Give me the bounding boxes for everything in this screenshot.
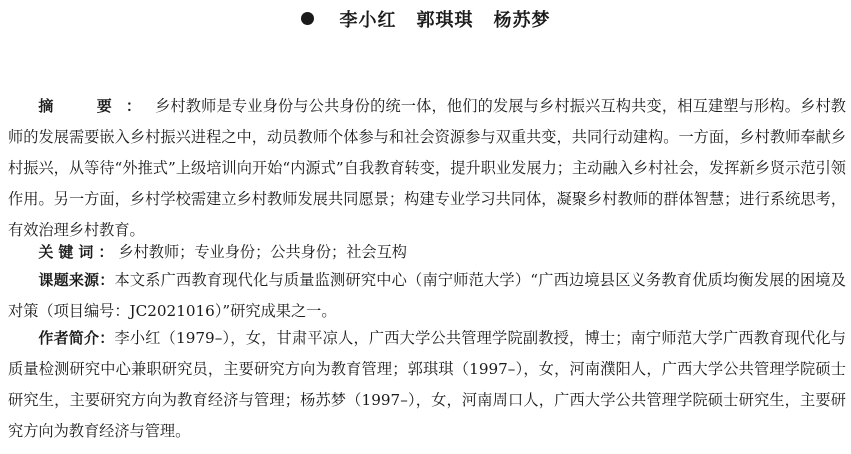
keywords-label: 关键词： xyxy=(38,243,119,261)
funding-text: 本文系广西教育现代化与质量监测研究中心（南宁师范大学）“广西边境县区义务教育优质均衡发展的困境及对策（项目编号：JC2021016）”研究成果之一。 xyxy=(8,271,846,320)
abstract-paragraph xyxy=(8,91,846,246)
funding-label: 课题来源： xyxy=(38,271,115,289)
author-bio-paragraph xyxy=(8,323,846,447)
author-name: 李小红 xyxy=(339,10,397,31)
funding-paragraph xyxy=(8,265,846,327)
author-name: 郭琪琪 xyxy=(416,10,474,31)
author-bio-text: 李小红（1979–），女，甘肃平凉人，广西大学公共管理学院副教授，博士；南宁师范大学广西教育现代化与质量检测研究中心兼职研究员，主要研究方向为教育管理；郭琪琪（1997–），女，河南濮阳人，广西大学公共管理学院硕士研究生，主要研究方向为教育经济与管理；杨苏梦（1997–），女，河南周口人，广西大学公共管理学院硕士研究生，主要研究方向为教育经济与管理。 xyxy=(8,329,846,440)
author-name: 杨苏梦 xyxy=(493,10,551,31)
keywords-text: 乡村教师；专业身份；公共身份；社会互构 xyxy=(118,243,407,261)
keywords-paragraph xyxy=(8,237,846,268)
author-line xyxy=(0,6,851,32)
bullet-icon xyxy=(301,12,314,25)
author-bio-label: 作者简介： xyxy=(38,329,115,347)
abstract-text: 乡村教师是专业身份与公共身份的统一体，他们的发展与乡村振兴互构共变，相互建塑与形构。乡村教师的发展需要嵌入乡村振兴进程之中，动员教师个体参与和社会资源参与双重共变，共同行动建构。一方面，乡村教师奉献乡村振兴，从等待“外推式”上级培训向开始“内源式”自我教育转变，提升职业发展力；主动融入乡村社会，发挥新乡贤示范引领作用。另一方面，乡村学校需建立乡村教师发展共同愿景；构建专业学习共同体，凝聚乡村教师的群体智慧；进行系统思考，有效治理乡村教育。 xyxy=(8,97,846,239)
abstract-label: 摘 要： xyxy=(38,97,156,115)
